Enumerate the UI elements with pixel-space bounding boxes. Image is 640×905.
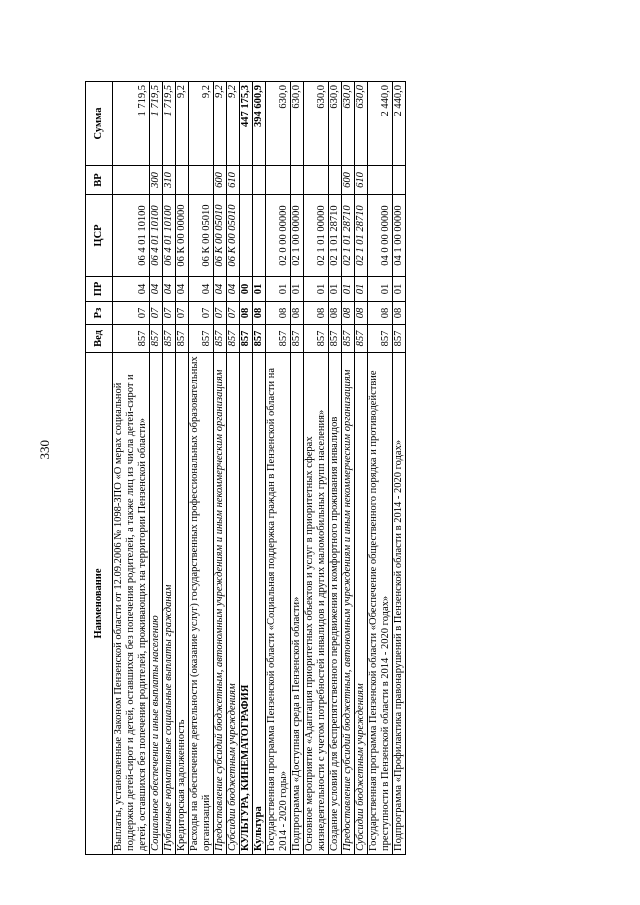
cell-ved: 857 <box>304 325 329 353</box>
table-row <box>253 82 266 855</box>
cell-pr: 01 <box>342 277 355 302</box>
cell-csr: 02 1 01 28710 <box>342 195 355 277</box>
table-row <box>189 82 214 855</box>
cell-rz: 08 <box>240 302 253 325</box>
cell-name: Расходы на обеспечение деятельности (оказание услуг) государственных профессиональных образовательных организаций <box>189 353 214 855</box>
cell-vr <box>329 166 342 195</box>
table-row <box>176 82 189 855</box>
budget-table <box>85 81 406 855</box>
cell-rz: 08 <box>393 302 406 325</box>
table-row <box>342 82 355 855</box>
cell-rz: 08 <box>291 302 304 325</box>
cell-sum: 2 440,0 <box>393 82 406 166</box>
cell-csr: 06 К 00 00000 <box>176 195 189 277</box>
cell-csr: 06 4 01 10100 <box>163 195 176 277</box>
cell-pr: 04 <box>150 277 163 302</box>
cell-pr: 01 <box>368 277 393 302</box>
header-pr: ПР <box>86 277 113 302</box>
cell-vr <box>393 166 406 195</box>
cell-name: Государственная программа Пензенской области «Обеспечение общественного порядка и противодействие преступности в Пензенской области в 2014 - 2020 годах» <box>368 353 393 855</box>
table-row <box>214 82 227 855</box>
cell-sum: 630,0 <box>329 82 342 166</box>
cell-csr <box>240 195 253 277</box>
cell-rz: 07 <box>113 302 150 325</box>
cell-pr: 04 <box>227 277 240 302</box>
cell-name: Кредиторская задолженность <box>176 353 189 855</box>
cell-ved: 857 <box>113 325 150 353</box>
cell-rz: 08 <box>304 302 329 325</box>
cell-rz: 07 <box>227 302 240 325</box>
cell-rz: 08 <box>329 302 342 325</box>
cell-sum: 630,0 <box>304 82 329 166</box>
cell-name: Публичные нормативные социальные выплаты гражданам <box>163 353 176 855</box>
table-row <box>240 82 253 855</box>
cell-sum: 447 175,3 <box>240 82 253 166</box>
cell-pr: 04 <box>113 277 150 302</box>
cell-vr: 600 <box>214 166 227 195</box>
cell-csr: 06 К 00 05010 <box>227 195 240 277</box>
cell-ved: 857 <box>291 325 304 353</box>
cell-csr: 02 1 01 28710 <box>355 195 368 277</box>
cell-vr <box>304 166 329 195</box>
cell-vr <box>240 166 253 195</box>
cell-ved: 857 <box>329 325 342 353</box>
cell-ved: 857 <box>368 325 393 353</box>
cell-ved: 857 <box>355 325 368 353</box>
header-rz: Рз <box>86 302 113 325</box>
cell-ved: 857 <box>342 325 355 353</box>
cell-name: Выплаты, установленные Законом Пензенской области от 12.09.2006 № 1098-ЗПО «О мерах социальной поддержки детей-сирот и детей, оставшихся без попечения родителей, а также лиц из числа детей-сирот и детей, оставшихся без попечения родителей, проживающих на территории Пензенской области» <box>113 353 150 855</box>
header-vr: ВР <box>86 166 113 195</box>
cell-csr: 04 0 00 00000 <box>368 195 393 277</box>
cell-sum: 1 719,5 <box>150 82 163 166</box>
cell-sum: 394 600,9 <box>253 82 266 166</box>
cell-pr: 04 <box>163 277 176 302</box>
cell-sum: 9,2 <box>227 82 240 166</box>
cell-rz: 07 <box>150 302 163 325</box>
header-ved: Вед <box>86 325 113 353</box>
cell-sum: 1 719,5 <box>163 82 176 166</box>
cell-csr: 06 4 01 10100 <box>113 195 150 277</box>
cell-pr: 01 <box>266 277 291 302</box>
cell-name: Предоставление субсидий бюджетным, автономным учреждениям и иным некоммерческим организациям <box>342 353 355 855</box>
cell-sum: 630,0 <box>266 82 291 166</box>
cell-vr <box>113 166 150 195</box>
cell-name: Социальное обеспечение и иные выплаты населению <box>150 353 163 855</box>
table-header-row <box>86 82 113 855</box>
header-name: Наименование <box>86 353 113 855</box>
cell-pr: 01 <box>304 277 329 302</box>
cell-sum: 630,0 <box>355 82 368 166</box>
cell-sum: 630,0 <box>291 82 304 166</box>
cell-sum: 9,2 <box>176 82 189 166</box>
table-row <box>304 82 329 855</box>
page-number: 330 <box>37 440 52 460</box>
cell-vr: 610 <box>355 166 368 195</box>
cell-name: Создание условий для беспрепятственного передвижения и комфортного проживания инвалидов <box>329 353 342 855</box>
cell-ved: 857 <box>176 325 189 353</box>
cell-vr <box>368 166 393 195</box>
cell-ved: 857 <box>266 325 291 353</box>
cell-vr: 600 <box>342 166 355 195</box>
cell-csr: 06 4 01 10100 <box>150 195 163 277</box>
cell-csr: 02 1 00 00000 <box>291 195 304 277</box>
table-row <box>113 82 150 855</box>
cell-name: Культура <box>253 353 266 855</box>
cell-csr: 02 1 01 28710 <box>329 195 342 277</box>
cell-vr <box>253 166 266 195</box>
cell-ved: 857 <box>227 325 240 353</box>
cell-rz: 07 <box>176 302 189 325</box>
cell-csr: 02 1 01 00000 <box>304 195 329 277</box>
cell-name: Государственная программа Пензенской области «Социальная поддержка граждан в Пензенской области на 2014 - 2020 годы» <box>266 353 291 855</box>
cell-sum: 9,2 <box>189 82 214 166</box>
cell-pr: 00 <box>240 277 253 302</box>
cell-ved: 857 <box>189 325 214 353</box>
cell-rz: 08 <box>355 302 368 325</box>
cell-sum: 1 719,5 <box>113 82 150 166</box>
table-row <box>266 82 291 855</box>
table-row <box>150 82 163 855</box>
table-row <box>393 82 406 855</box>
cell-name: Предоставление субсидий бюджетным, автономным учреждениям и иным некоммерческим организациям <box>214 353 227 855</box>
table-row <box>329 82 342 855</box>
cell-rz: 07 <box>163 302 176 325</box>
table-row <box>368 82 393 855</box>
table-row <box>227 82 240 855</box>
cell-vr: 310 <box>163 166 176 195</box>
cell-sum: 9,2 <box>214 82 227 166</box>
table-row <box>355 82 368 855</box>
cell-vr <box>189 166 214 195</box>
cell-ved: 857 <box>163 325 176 353</box>
cell-rz: 07 <box>189 302 214 325</box>
cell-rz: 08 <box>368 302 393 325</box>
cell-name: КУЛЬТУРА, КИНЕМАТОГРАФИЯ <box>240 353 253 855</box>
cell-csr: 02 0 00 00000 <box>266 195 291 277</box>
cell-csr: 04 1 00 00000 <box>393 195 406 277</box>
cell-pr: 01 <box>291 277 304 302</box>
cell-pr: 04 <box>189 277 214 302</box>
cell-ved: 857 <box>240 325 253 353</box>
cell-csr: 06 К 00 05010 <box>214 195 227 277</box>
cell-rz: 08 <box>253 302 266 325</box>
cell-ved: 857 <box>214 325 227 353</box>
table-row <box>291 82 304 855</box>
cell-pr: 04 <box>176 277 189 302</box>
cell-name: Субсидии бюджетным учреждениям <box>355 353 368 855</box>
cell-name: Подпрограмма «Доступная среда в Пензенской области» <box>291 353 304 855</box>
cell-rz: 08 <box>342 302 355 325</box>
table-row <box>163 82 176 855</box>
cell-pr: 01 <box>253 277 266 302</box>
cell-csr <box>253 195 266 277</box>
cell-ved: 857 <box>393 325 406 353</box>
cell-vr <box>266 166 291 195</box>
header-csr: ЦСР <box>86 195 113 277</box>
cell-sum: 630,0 <box>342 82 355 166</box>
cell-name: Подпрограмма «Профилактика правонарушений в Пензенской области в 2014 - 2020 годах» <box>393 353 406 855</box>
cell-csr: 06 К 00 05010 <box>189 195 214 277</box>
cell-vr: 610 <box>227 166 240 195</box>
budget-table-rotated <box>85 82 547 855</box>
cell-pr: 01 <box>329 277 342 302</box>
cell-rz: 08 <box>266 302 291 325</box>
cell-pr: 01 <box>393 277 406 302</box>
cell-vr: 300 <box>150 166 163 195</box>
cell-sum: 2 440,0 <box>368 82 393 166</box>
cell-rz: 07 <box>214 302 227 325</box>
cell-vr <box>176 166 189 195</box>
cell-pr: 01 <box>355 277 368 302</box>
cell-vr <box>291 166 304 195</box>
cell-name: Основное мероприятие «Адаптация приоритетных объектов и услуг в приоритетных сферах жизнедеятельности с учетом потребностей инвалидов и других маломобильных групп населения» <box>304 353 329 855</box>
cell-ved: 857 <box>253 325 266 353</box>
header-sum: Сумма <box>86 82 113 166</box>
cell-pr: 04 <box>214 277 227 302</box>
table-body <box>113 82 406 855</box>
cell-ved: 857 <box>150 325 163 353</box>
cell-name: Субсидии бюджетным учреждениям <box>227 353 240 855</box>
